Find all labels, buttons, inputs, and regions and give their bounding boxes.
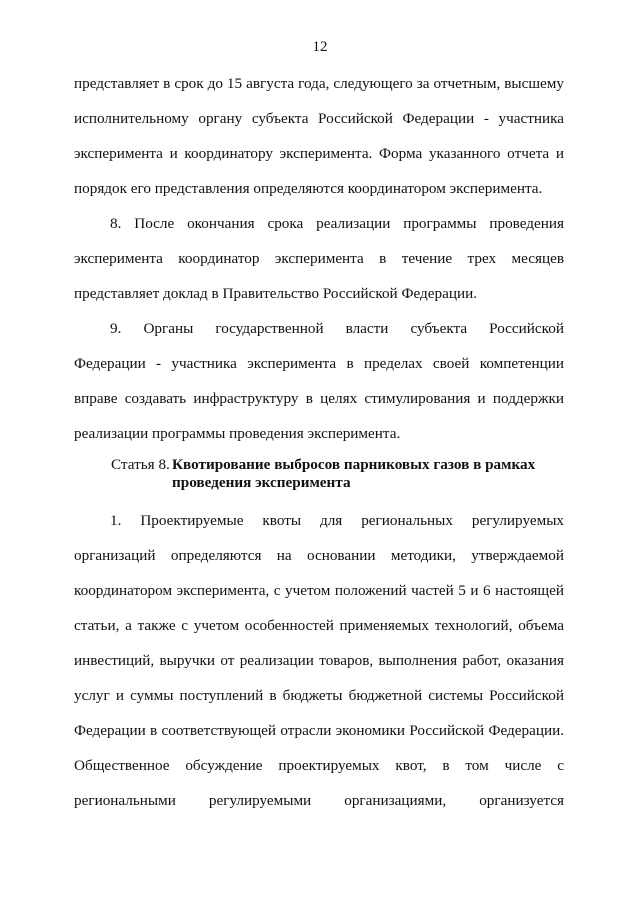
text-line: инвестиций, выручки от реализации товаров, выполнения работ, оказания	[74, 652, 564, 669]
text-line: порядок его представления определяются координатором эксперимента.	[74, 180, 543, 197]
article-title-line: Квотирование выбросов парниковых газов в рамках	[172, 456, 536, 473]
text-line: вправе создавать инфраструктуру в целях стимулирования и поддержки	[74, 390, 564, 407]
text-line: эксперимента координатор эксперимента в течение трех месяцев	[74, 250, 564, 267]
text-line: координатором эксперимента, с учетом положений частей 5 и 6 настоящей	[74, 582, 564, 599]
text-line: представляет доклад в Правительство Российской Федерации.	[74, 285, 478, 302]
article-title-line: проведения эксперимента	[172, 474, 351, 491]
text-line: региональными регулируемыми организациями, организуется	[74, 792, 564, 809]
text-line: 8. После окончания срока реализации программы проведения	[110, 215, 564, 232]
text-line: представляет в срок до 15 августа года, следующего за отчетным, высшему	[74, 75, 564, 92]
article-label: Статья 8.	[111, 456, 170, 473]
text-line: Общественное обсуждение проектируемых квот, в том числе с	[74, 757, 564, 774]
text-line: статьи, а также с учетом особенностей применяемых технологий, объема	[74, 617, 564, 634]
page-number: 12	[312, 39, 328, 55]
text-line: 1. Проектируемые квоты для региональных регулируемых	[110, 512, 564, 529]
text-line: 9. Органы государственной власти субъекта Российской	[110, 320, 564, 337]
text-line: организаций определяются на основании методики, утверждаемой	[74, 547, 564, 564]
article-title	[172, 456, 535, 492]
text-line: эксперимента и координатору эксперимента. Форма указанного отчета и	[74, 145, 564, 162]
text-line: Федерации - участника эксперимента в пределах своей компетенции	[74, 355, 564, 372]
text-line: Федерации в соответствующей отрасли экономики Российской Федерации.	[74, 722, 564, 739]
text-line: исполнительному органу субъекта Российской Федерации - участника	[74, 110, 564, 127]
text-line: услуг и суммы поступлений в бюджеты бюджетной системы Российской	[74, 687, 564, 704]
text-line: реализации программы проведения эксперимента.	[74, 425, 401, 442]
